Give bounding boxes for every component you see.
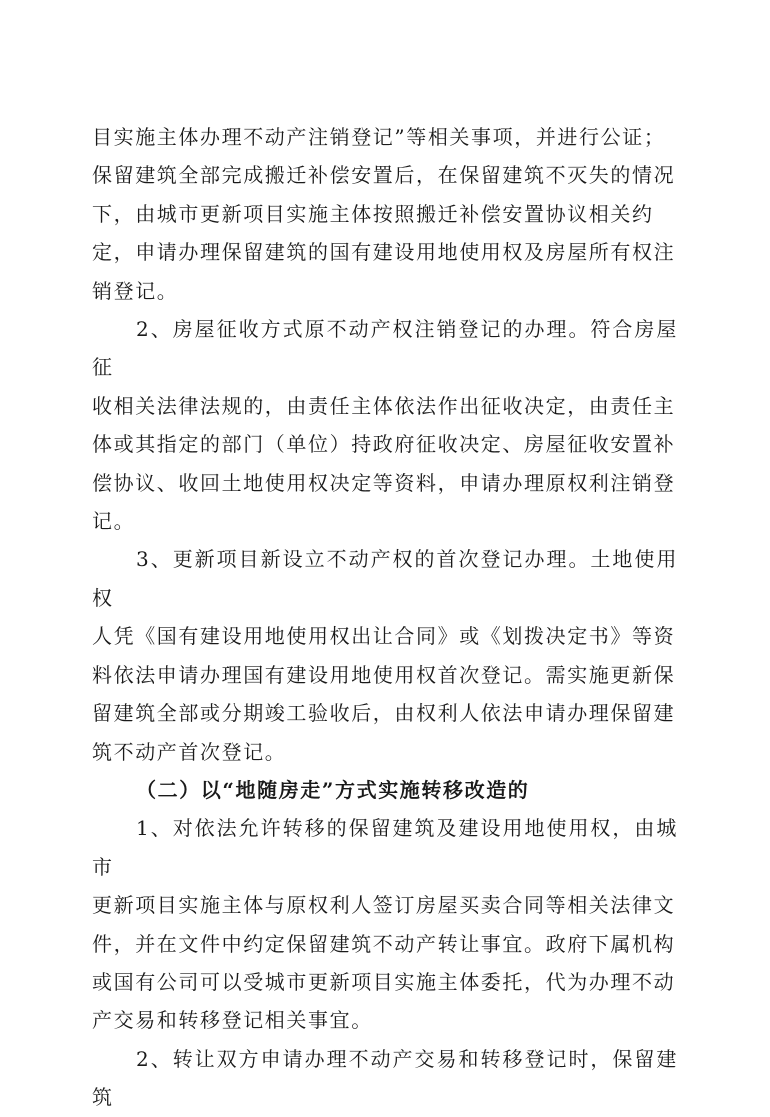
- paragraph-item-1: [92, 809, 678, 1039]
- text-line: 下，由城市更新项目实施主体按照搬迁补偿安置协议相关约: [92, 201, 654, 226]
- section-heading: [92, 771, 678, 809]
- text-line: 2、转让双方申请办理不动产交易和转移登记时，保留建筑: [92, 1046, 678, 1110]
- text-line: 产交易和转移登记相关事宜。: [92, 1008, 373, 1033]
- text-line: 人凭《国有建设用地使用权出让合同》或《划拨决定书》等资: [92, 624, 676, 649]
- paragraph-continuation: [92, 118, 678, 310]
- text-line: 体或其指定的部门（单位）持政府征收决定、房屋征收安置补: [92, 432, 676, 457]
- text-line: 偿协议、收回土地使用权决定等资料，申请办理原权利注销登: [92, 470, 676, 495]
- text-line: 销登记。: [92, 278, 179, 303]
- paragraph-item-3: [92, 540, 678, 770]
- heading-text: （二）以“地随房走”方式实施转移改造的: [136, 777, 530, 802]
- text-line: 筑不动产首次登记。: [92, 739, 287, 764]
- text-line: 2、房屋征收方式原不动产权注销登记的办理。符合房屋征: [92, 317, 678, 380]
- text-line: 留建筑全部或分期竣工验收后，由权利人依法申请办理保留建: [92, 701, 676, 726]
- text-line: 3、更新项目新设立不动产权的首次登记办理。土地使用权: [92, 547, 678, 610]
- text-line: 记。: [92, 509, 136, 534]
- text-line: 1、对依法允许转移的保留建筑及建设用地使用权，由城市: [92, 816, 678, 879]
- text-line: 料依法申请办理国有建设用地使用权首次登记。需实施更新保: [92, 662, 676, 687]
- paragraph-item-2: [92, 310, 678, 540]
- paragraph-item-2b: [92, 1040, 678, 1117]
- text-line: 更新项目实施主体与原权利人签订房屋买卖合同等相关法律文: [92, 893, 676, 918]
- text-line: 保留建筑全部完成搬迁补偿安置后，在保留建筑不灭失的情况: [92, 163, 676, 188]
- text-line: 定，申请办理保留建筑的国有建设用地使用权及房屋所有权注: [92, 240, 676, 265]
- text-line: 或国有公司可以受城市更新项目实施主体委托，代为办理不动: [92, 969, 676, 994]
- text-line: 目实施主体办理不动产注销登记”等相关事项，并进行公证；: [92, 125, 666, 149]
- text-line: 收相关法律法规的，由责任主体依法作出征收决定，由责任主: [92, 393, 676, 418]
- text-line: 件，并在文件中约定保留建筑不动产转让事宜。政府下属机构: [92, 931, 676, 956]
